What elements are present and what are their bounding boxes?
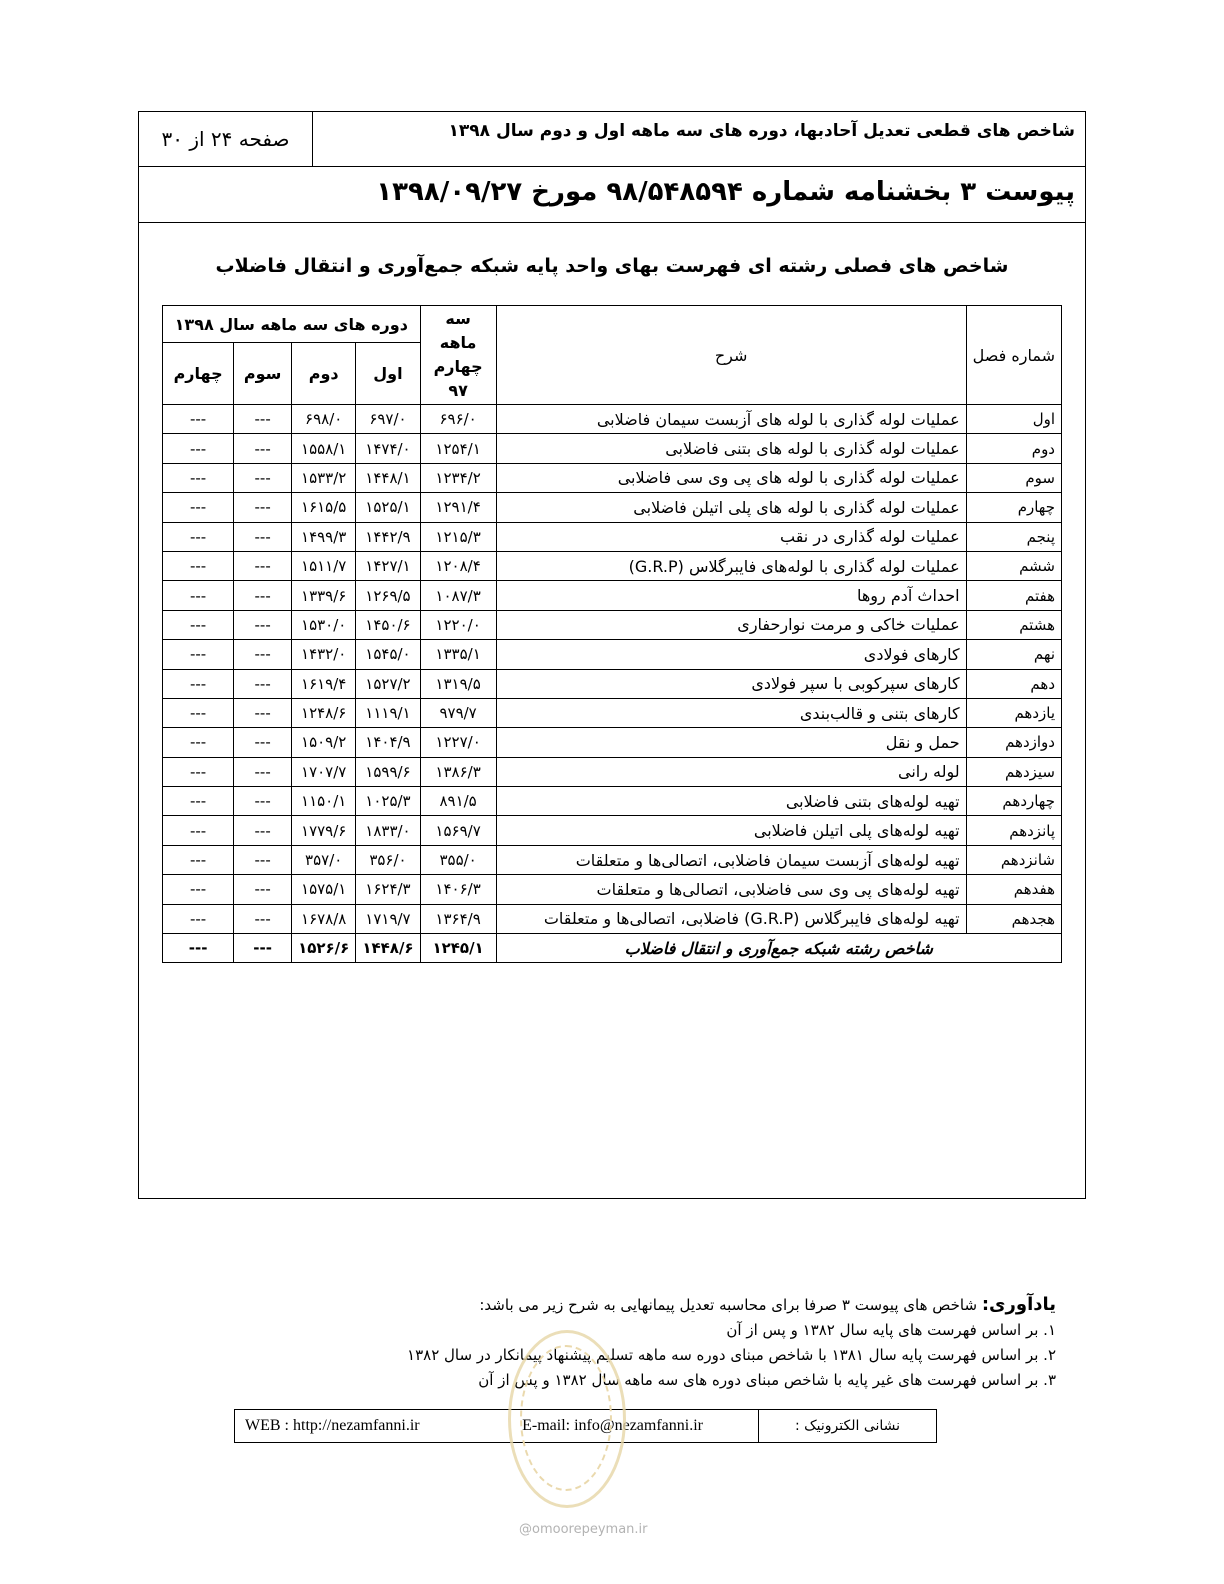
- q4-value: ---: [163, 757, 234, 786]
- q2-value: ۱۴۹۹/۳: [292, 522, 356, 551]
- q4-value: ---: [163, 845, 234, 874]
- q4-value: ---: [163, 551, 234, 580]
- q2-value: ۱۶۱۵/۵: [292, 493, 356, 522]
- table-row: [163, 875, 1062, 904]
- notes-intro: [407, 1292, 1056, 1318]
- q3-value: ---: [234, 728, 292, 757]
- q4-value: ---: [163, 698, 234, 727]
- table-row: [163, 405, 1062, 434]
- q4-value: ---: [163, 463, 234, 492]
- q4-value: ---: [163, 522, 234, 551]
- q97-value: ۱۲۵۴/۱: [420, 434, 496, 463]
- description-cell: احداث آدم روها: [496, 581, 966, 610]
- index-table: [162, 305, 1062, 963]
- notes: [407, 1292, 1056, 1393]
- table-row: [163, 463, 1062, 492]
- description-cell: عملیات لوله گذاری با لوله های آزبست سیمان فاضلابی: [496, 405, 966, 434]
- q1-value: ۱۸۳۳/۰: [356, 816, 420, 845]
- q4-value: ---: [163, 728, 234, 757]
- description-cell: تهیه لوله‌های پلی اتیلن فاضلابی: [496, 816, 966, 845]
- q4-value: ---: [163, 816, 234, 845]
- chapter-cell: شانزدهم: [966, 845, 1061, 874]
- q1-value: ۱۵۴۵/۰: [356, 640, 420, 669]
- table-row: [163, 728, 1062, 757]
- notes-label: یادآوری:: [981, 1294, 1056, 1315]
- table-subtitle: شاخص های فصلی رشته ای فهرست بهای واحد پایه شبکه جمع‌آوری و انتقال فاضلاب: [215, 255, 1009, 277]
- page-number: صفحه ۲۴ از ۳۰: [139, 112, 313, 166]
- note-item: ۱. بر اساس فهرست های پایه سال ۱۳۸۲ و پس از آن: [726, 1321, 1056, 1339]
- q97-value: ۱۲۰۸/۴: [420, 551, 496, 580]
- total-q97: ۱۲۴۵/۱: [420, 934, 496, 963]
- q4-value: ---: [163, 787, 234, 816]
- q2-value: ۳۵۷/۰: [292, 845, 356, 874]
- chapter-cell: سیزدهم: [966, 757, 1061, 786]
- table-row: [163, 669, 1062, 698]
- q3-value: ---: [234, 640, 292, 669]
- description-cell: لوله رانی: [496, 757, 966, 786]
- q2-value: ۱۵۳۳/۲: [292, 463, 356, 492]
- q1-value: ۱۲۶۹/۵: [356, 581, 420, 610]
- total-label: شاخص رشته شبکه جمع‌آوری و انتقال فاضلاب: [496, 934, 1061, 963]
- q97-value: ۶۹۶/۰: [420, 405, 496, 434]
- q97-value: ۱۳۶۴/۹: [420, 904, 496, 933]
- q1-value: ۱۴۴۲/۹: [356, 522, 420, 551]
- q97-value: ۱۲۹۱/۴: [420, 493, 496, 522]
- chapter-cell: چهارم: [966, 493, 1061, 522]
- q2-value: ۱۶۷۸/۸: [292, 904, 356, 933]
- q3-value: ---: [234, 698, 292, 727]
- q2-value: ۱۱۵۰/۱: [292, 787, 356, 816]
- q97-value: ۱۲۲۰/۰: [420, 610, 496, 639]
- q3-value: ---: [234, 405, 292, 434]
- q1-value: ۱۴۵۰/۶: [356, 610, 420, 639]
- chapter-cell: هفتم: [966, 581, 1061, 610]
- q4-value: ---: [163, 434, 234, 463]
- q4-value: ---: [163, 610, 234, 639]
- total-q4: ---: [163, 934, 234, 963]
- table-row: [163, 787, 1062, 816]
- chapter-cell: هجدهم: [966, 904, 1061, 933]
- q97-value: ۱۵۶۹/۷: [420, 816, 496, 845]
- q2-value: ۱۵۵۸/۱: [292, 434, 356, 463]
- description-cell: کارهای سپرکوبی با سپر فولادی: [496, 669, 966, 698]
- contact-body: [235, 1410, 758, 1442]
- q3-value: ---: [234, 904, 292, 933]
- q97-value: ۹۷۹/۷: [420, 698, 496, 727]
- q2-value: ۶۹۸/۰: [292, 405, 356, 434]
- q3-value: ---: [234, 551, 292, 580]
- q1-value: ۱۱۱۹/۱: [356, 698, 420, 727]
- description-cell: تهیه لوله‌های بتنی فاضلابی: [496, 787, 966, 816]
- table-row: [163, 551, 1062, 580]
- chapter-cell: پانزدهم: [966, 816, 1061, 845]
- q3-value: ---: [234, 757, 292, 786]
- q1-value: ۱۵۲۷/۲: [356, 669, 420, 698]
- chapter-cell: نهم: [966, 640, 1061, 669]
- table-row: [163, 522, 1062, 551]
- q2-value: ۱۶۱۹/۴: [292, 669, 356, 698]
- q1-value: ۳۵۶/۰: [356, 845, 420, 874]
- q4-value: ---: [163, 493, 234, 522]
- note-item: ۲. بر اساس فهرست پایه سال ۱۳۸۱ با شاخص مبنای دوره سه ماهه تسلیم پیشنهاد پیمانکار در سال ۱۳۸۲: [407, 1346, 1056, 1364]
- chapter-cell: ششم: [966, 551, 1061, 580]
- header-q1: اول: [356, 343, 420, 405]
- q3-value: ---: [234, 610, 292, 639]
- table-row: [163, 610, 1062, 639]
- document-title: شاخص های قطعی تعدیل آحادبها، دوره های سه ماهه اول و دوم سال ۱۳۹۸: [448, 121, 1075, 141]
- chapter-cell: دهم: [966, 669, 1061, 698]
- description-cell: تهیه لوله‌های آزبست سیمان فاضلابی، اتصالی‌ها و متعلقات: [496, 845, 966, 874]
- q1-value: ۱۷۱۹/۷: [356, 904, 420, 933]
- description-cell: عملیات لوله گذاری با لوله های بتنی فاضلابی: [496, 434, 966, 463]
- q97-value: ۱۰۸۷/۳: [420, 581, 496, 610]
- description-cell: تهیه لوله‌های پی وی سی فاضلابی، اتصالی‌ها و متعلقات: [496, 875, 966, 904]
- q1-value: ۱۴۷۴/۰: [356, 434, 420, 463]
- note-item: ۳. بر اساس فهرست های غیر پایه با شاخص مبنای دوره های سه ماهه سال ۱۳۸۲ و پس از آن: [478, 1371, 1056, 1389]
- q1-value: ۶۹۷/۰: [356, 405, 420, 434]
- q4-value: ---: [163, 669, 234, 698]
- description-cell: کارهای فولادی: [496, 640, 966, 669]
- q97-value: ۱۲۱۵/۳: [420, 522, 496, 551]
- table-row: [163, 904, 1062, 933]
- description-cell: عملیات لوله گذاری با لوله‌های فایبرگلاس (G.R.P): [496, 551, 966, 580]
- total-q3: ---: [234, 934, 292, 963]
- document-frame: [138, 111, 1086, 1199]
- q2-value: ۱۵۳۰/۰: [292, 610, 356, 639]
- description-cell: کارهای بتنی و قالب‌بندی: [496, 698, 966, 727]
- chapter-cell: دوازدهم: [966, 728, 1061, 757]
- header-q3: سوم: [234, 343, 292, 405]
- q97-value: ۱۳۳۵/۱: [420, 640, 496, 669]
- header-row: [139, 112, 1085, 167]
- q97-value: ۱۳۸۶/۳: [420, 757, 496, 786]
- chapter-cell: چهاردهم: [966, 787, 1061, 816]
- description-cell: عملیات خاکی و مرمت نوارحفاری: [496, 610, 966, 639]
- q4-value: ---: [163, 581, 234, 610]
- table-row: [163, 640, 1062, 669]
- q97-value: ۱۲۲۷/۰: [420, 728, 496, 757]
- q97-value: ۳۵۵/۰: [420, 845, 496, 874]
- q2-value: ۱۳۳۹/۶: [292, 581, 356, 610]
- q2-value: ۱۴۳۲/۰: [292, 640, 356, 669]
- q2-value: ۱۵۱۱/۷: [292, 551, 356, 580]
- q4-value: ---: [163, 904, 234, 933]
- description-cell: عملیات لوله گذاری با لوله های پی وی سی فاضلابی: [496, 463, 966, 492]
- description-cell: حمل و نقل: [496, 728, 966, 757]
- contact-label: نشانی الکترونیک :: [758, 1410, 936, 1442]
- annex-title: پیوست ۳ بخشنامه شماره ۹۸/۵۴۸۵۹۴ مورخ ۱۳۹۸/۰۹/۲۷: [376, 177, 1075, 207]
- q2-value: ۱۵۰۹/۲: [292, 728, 356, 757]
- chapter-cell: هفدهم: [966, 875, 1061, 904]
- description-cell: عملیات لوله گذاری در نقب: [496, 522, 966, 551]
- q2-value: ۱۷۰۷/۷: [292, 757, 356, 786]
- chapter-cell: سوم: [966, 463, 1061, 492]
- table-row: [163, 434, 1062, 463]
- q1-value: ۱۴۴۸/۱: [356, 463, 420, 492]
- q3-value: ---: [234, 875, 292, 904]
- header-description: شرح: [496, 306, 966, 405]
- q3-value: ---: [234, 434, 292, 463]
- q4-value: ---: [163, 405, 234, 434]
- table-body: [163, 405, 1062, 963]
- email-link[interactable]: E-mail: info@nezamfanni.ir: [522, 1417, 703, 1434]
- table-row: [163, 845, 1062, 874]
- header-q97: سه ماهه چهارم ۹۷: [420, 306, 496, 405]
- table-row: [163, 757, 1062, 786]
- q4-value: ---: [163, 875, 234, 904]
- header-1398-group: دوره های سه ماهه سال ۱۳۹۸: [163, 306, 421, 343]
- q3-value: ---: [234, 522, 292, 551]
- q2-value: ۱۵۷۵/۱: [292, 875, 356, 904]
- annex-row: [139, 167, 1085, 223]
- q3-value: ---: [234, 581, 292, 610]
- chapter-cell: پنجم: [966, 522, 1061, 551]
- q1-value: ۱۴۰۴/۹: [356, 728, 420, 757]
- header-chapter: شماره فصل: [966, 306, 1061, 405]
- watermark-text: @omoorepeyman.ir: [519, 1522, 648, 1537]
- total-q2: ۱۵۲۶/۶: [292, 934, 356, 963]
- q4-value: ---: [163, 640, 234, 669]
- total-row: [163, 934, 1062, 963]
- table-row: [163, 493, 1062, 522]
- notes-intro-text: شاخص های پیوست ۳ صرفا برای محاسبه تعدیل پیمانهایی به شرح زیر می باشد:: [479, 1296, 978, 1314]
- q97-value: ۱۳۱۹/۵: [420, 669, 496, 698]
- q1-value: ۱۴۲۷/۱: [356, 551, 420, 580]
- q3-value: ---: [234, 493, 292, 522]
- total-q1: ۱۴۴۸/۶: [356, 934, 420, 963]
- q1-value: ۱۵۹۹/۶: [356, 757, 420, 786]
- q3-value: ---: [234, 787, 292, 816]
- q1-value: ۱۰۲۵/۳: [356, 787, 420, 816]
- q1-value: ۱۶۲۴/۳: [356, 875, 420, 904]
- table-row: [163, 698, 1062, 727]
- description-cell: عملیات لوله گذاری با لوله های پلی اتیلن فاضلابی: [496, 493, 966, 522]
- q97-value: ۸۹۱/۵: [420, 787, 496, 816]
- q3-value: ---: [234, 669, 292, 698]
- description-cell: تهیه لوله‌های فایبرگلاس (G.R.P) فاضلابی، اتصالی‌ها و متعلقات: [496, 904, 966, 933]
- q1-value: ۱۵۲۵/۱: [356, 493, 420, 522]
- q97-value: ۱۲۳۴/۲: [420, 463, 496, 492]
- chapter-cell: دوم: [966, 434, 1061, 463]
- q3-value: ---: [234, 816, 292, 845]
- q3-value: ---: [234, 845, 292, 874]
- chapter-cell: یازدهم: [966, 698, 1061, 727]
- chapter-cell: هشتم: [966, 610, 1061, 639]
- header-q2: دوم: [292, 343, 356, 405]
- q97-value: ۱۴۰۶/۳: [420, 875, 496, 904]
- header-q4: چهارم: [163, 343, 234, 405]
- q2-value: ۱۷۷۹/۶: [292, 816, 356, 845]
- q3-value: ---: [234, 463, 292, 492]
- q2-value: ۱۲۴۸/۶: [292, 698, 356, 727]
- watermark-inner-ring: [520, 1345, 612, 1491]
- table-row: [163, 581, 1062, 610]
- table-row: [163, 816, 1062, 845]
- website-link[interactable]: WEB : http://nezamfanni.ir: [245, 1417, 420, 1434]
- chapter-cell: اول: [966, 405, 1061, 434]
